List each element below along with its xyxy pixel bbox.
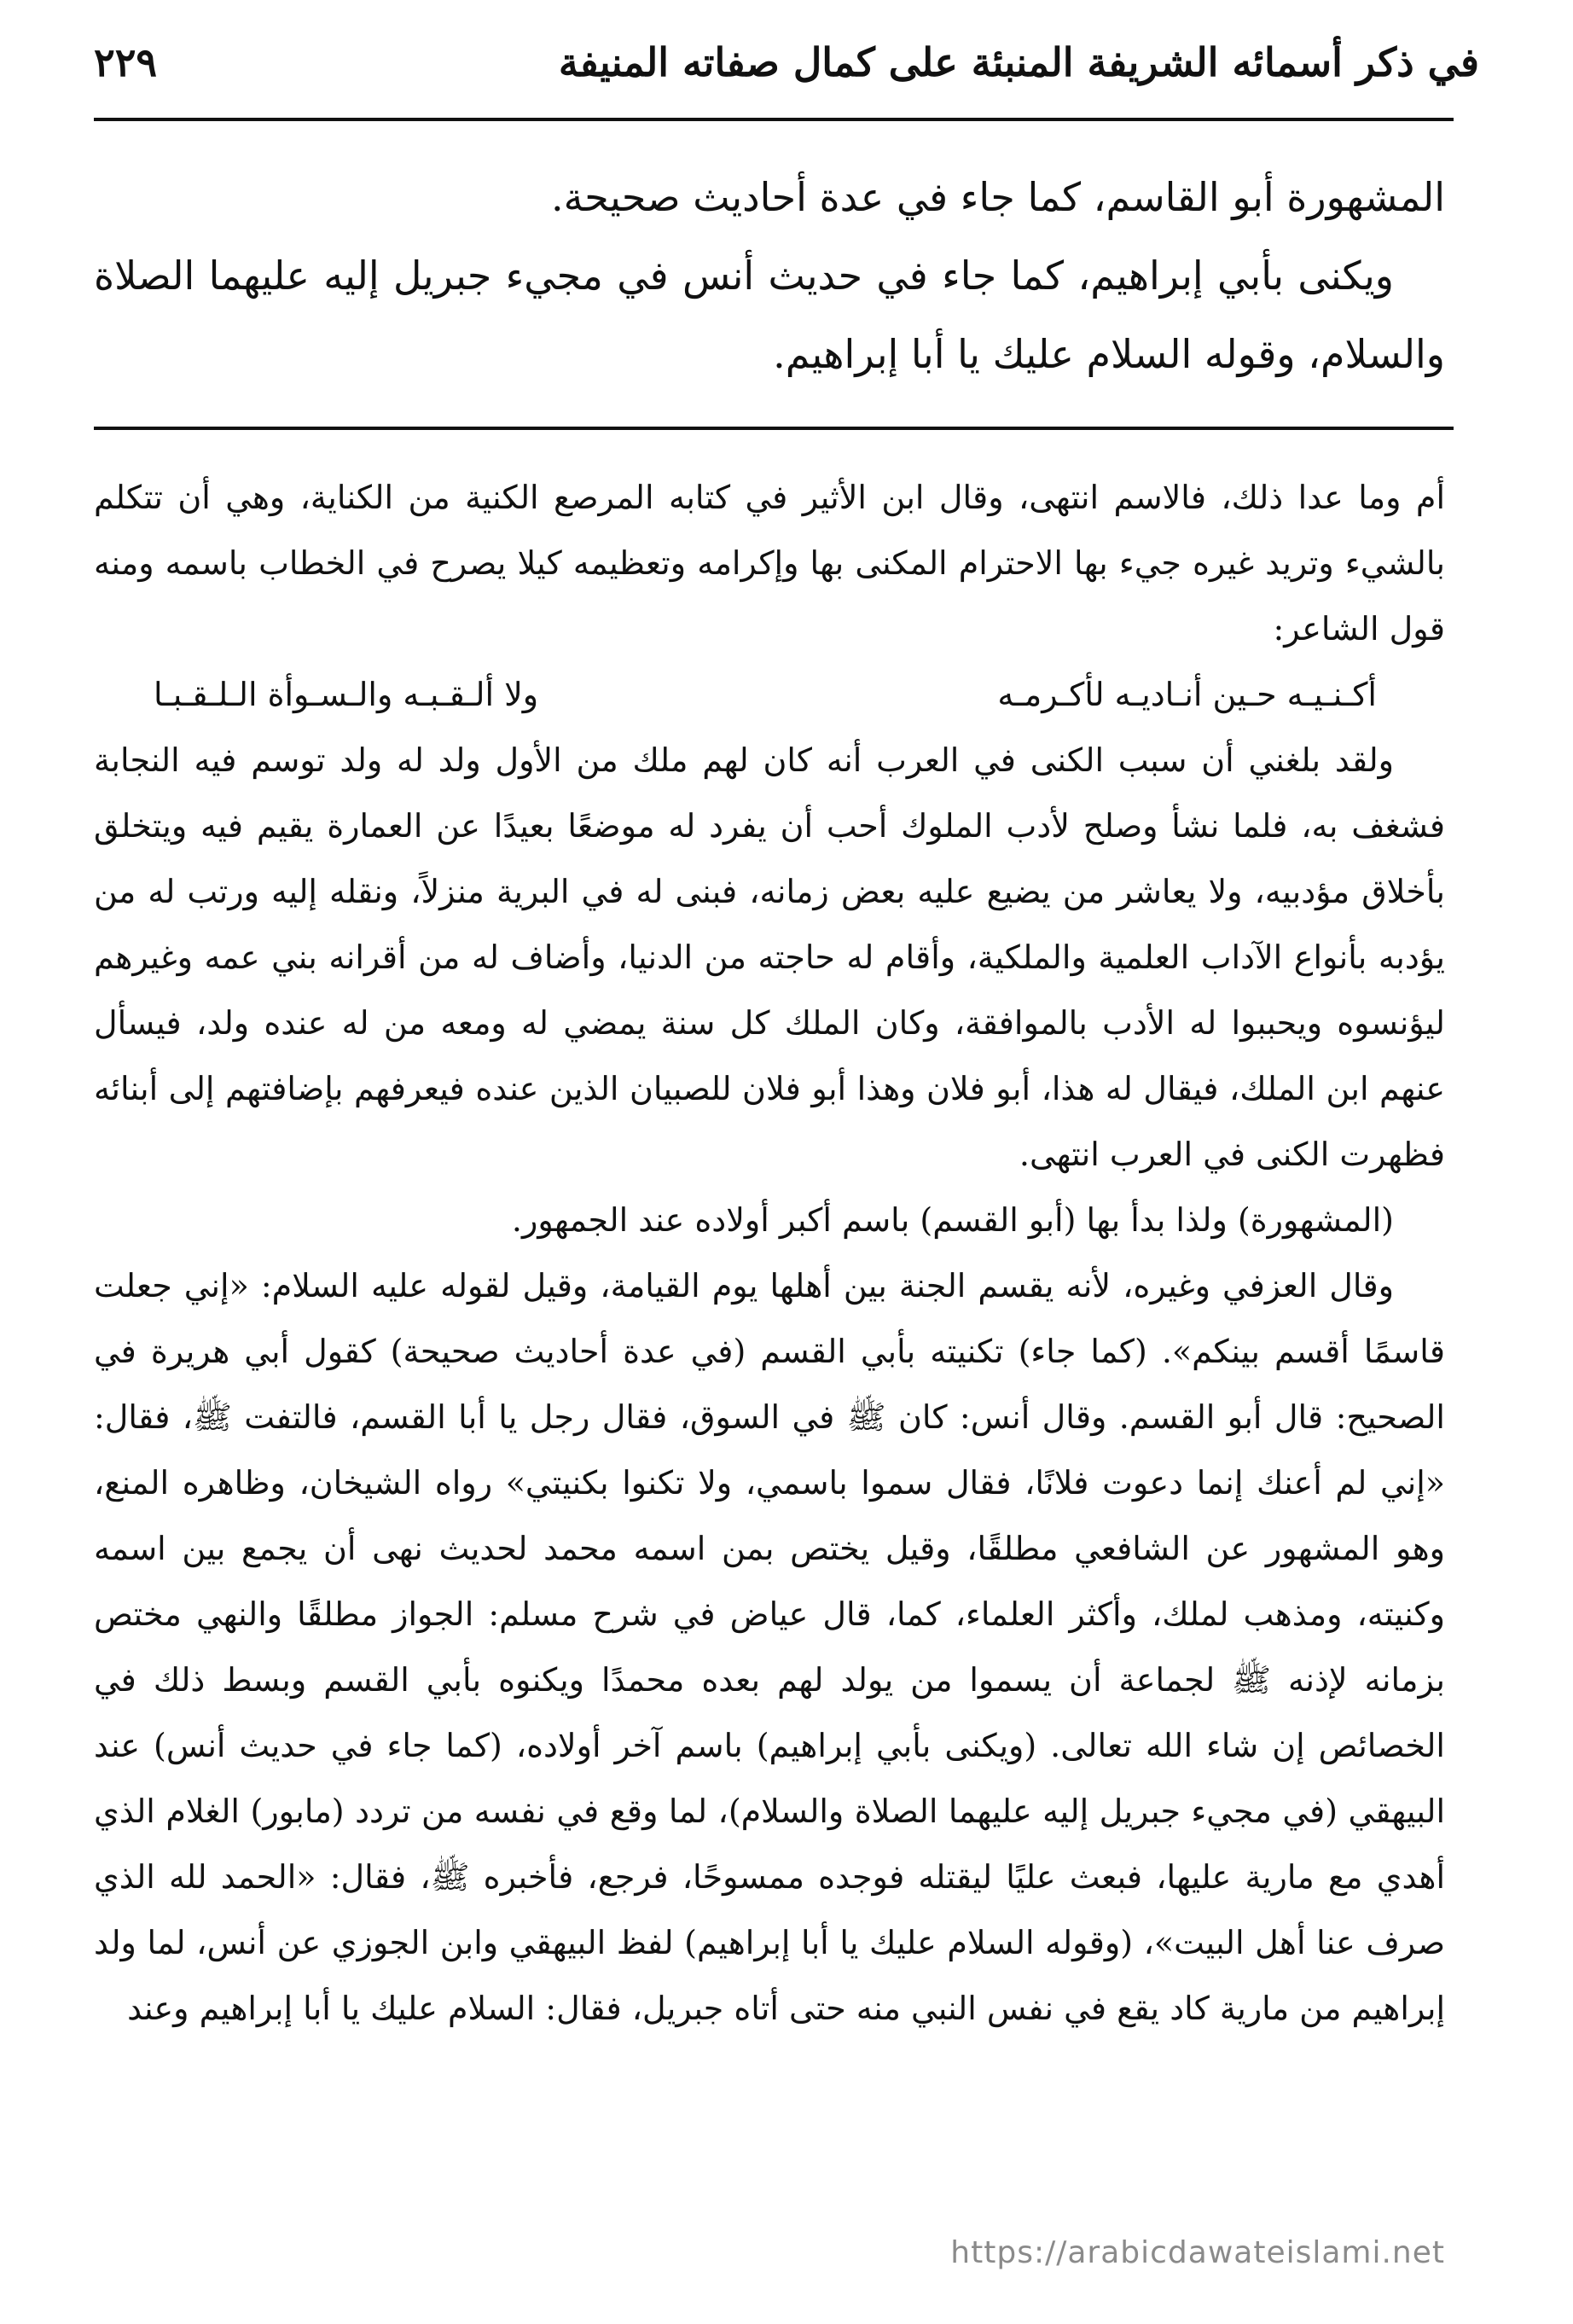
matn-divider: [94, 427, 1454, 430]
sharh-paragraph-1: أم وما عدا ذلك، فالاسم انتهى، وقال ابن الأثير في كتابه المرصع الكنية من الكناية، وهي أن تتكلم بالشيء وتريد غيره جيء بها الاحترام المكنى بها وإكرامه وتعظيمه كيلا يصرح في الخطاب باسمه ومنه قول الشاعر:: [94, 479, 1446, 648]
matn-line-1: المشهورة أبو القاسم، كما جاء في عدة أحاديث صحيحة.: [550, 174, 1445, 220]
poem-hemistich-right: أكـنـيـه حـين أنـاديـه لأكـرمـه: [997, 676, 1377, 713]
running-title: في ذكر أسمائه الشريفة المنبئة على كمال صفاته المنيفة: [558, 39, 1479, 85]
page-header: [94, 24, 1479, 101]
source-watermark: https://arabicdawateislami.net: [950, 2235, 1445, 2270]
sharh-paragraph-4: وقال العزفي وغيره، لأنه يقسم الجنة بين أهلها يوم القيامة، وقيل لقوله عليه السلام: «إني جعلت قاسمًا أقسم بينكم». (كما جاء) تكنيته بأبي القسم (في عدة أحاديث صحيحة) كقول أبي هريرة في الصحيح: قال أبو القسم. وقال أنس: كان ﷺ في السوق، فقال رجل يا أبا القسم، فالتفت ﷺ، فقال: «إني لم أعنك إنما دعوت فلانًا، فقال سموا باسمي، ولا تكنوا بكنيتي» رواه الشيخان، وظاهره المنع، وهو المشهور عن الشافعي مطلقًا، وقيل يختص بمن اسمه محمد لحديث نهى أن يجمع بين اسمه وكنيته، ومذهب لملك، وأكثر العلماء، كما، قال عياض في شرح مسلم: الجواز مطلقًا والنهي مختص بزمانه لإذنه ﷺ لجماعة أن يسموا من يولد لهم بعده محمدًا ويكنوه بأبي القسم وبسط ذلك في الخصائص إن شاء الله تعالى. (ويكنى بأبي إبراهيم) باسم آخر أولاده، (كما جاء في حديث أنس) عند البيهقي (في مجيء جبريل إليه عليهما الصلاة والسلام)، لما وقع في نفسه من تردد (مابور) الغلام الذي أهدي مع مارية عليها، فبعث عليًا ليقتله فوجده ممسوحًا، فرجع، فأخبره ﷺ، فقال: «الحمد لله الذي صرف عنا أهل البيت»، (وقوله السلام عليك يا أبا إبراهيم) لفظ البيهقي وابن الجوزي عن أنس، لما ولد إبراهيم من مارية كاد يقع في نفس النبي منه حتى أتاه جبريل، فقال: السلام عليك يا أبا إبراهيم وعند: [94, 1267, 1445, 2027]
poem-verse: [94, 662, 1445, 728]
matn-line-2: ويكنى بأبي إبراهيم، كما جاء في حديث أنس في مجيء جبريل إليه عليهما الصلاة والسلام، وقوله السلام عليك يا أبا إبراهيم.: [94, 253, 1445, 377]
poem-hemistich-left: ولا ألـقـبـه والـسـوأة الـلـقـبـا: [154, 676, 539, 713]
sharh-paragraph-2: ولقد بلغني أن سبب الكنى في العرب أنه كان لهم ملك من الأول ولد له ولد توسم فيه النجابة فشغف به، فلما نشأ وصلح لأدب الملوك أحب أن يفرد له موضعًا بعيدًا عن العمارة يقيم فيه ويتخلق بأخلاق مؤدبيه، ولا يعاشر من يضيع عليه بعض زمانه، فبنى له في البرية منزلاً، ونقله إليه ورتب له من يؤدبه بأنواع الآداب العلمية والملكية، وأقام له حاجته من الدنيا، وأضاف له من أقرانه بني عمه وغيرهم ليؤنسوه ويحببوا له الأدب بالموافقة، وكان الملك كل سنة يمضي له ومعه من له عنده ولد، فيسأل عنهم ابن الملك، فيقال له هذا، أبو فلان وهذا أبو فلان للصبيان الذين عنده فيعرفهم بإضافتهم إلى أبنائه فظهرت الكنى في العرب انتهى.: [94, 741, 1445, 1173]
matn-text: [94, 158, 1445, 393]
sharh-text: [94, 465, 1445, 2042]
header-rule: [94, 118, 1454, 121]
sharh-paragraph-3: (المشهورة) ولذا بدأ بها (أبو القسم) باسم أكبر أولاده عند الجمهور.: [511, 1201, 1394, 1239]
page-number: ٢٢٩: [94, 39, 158, 85]
